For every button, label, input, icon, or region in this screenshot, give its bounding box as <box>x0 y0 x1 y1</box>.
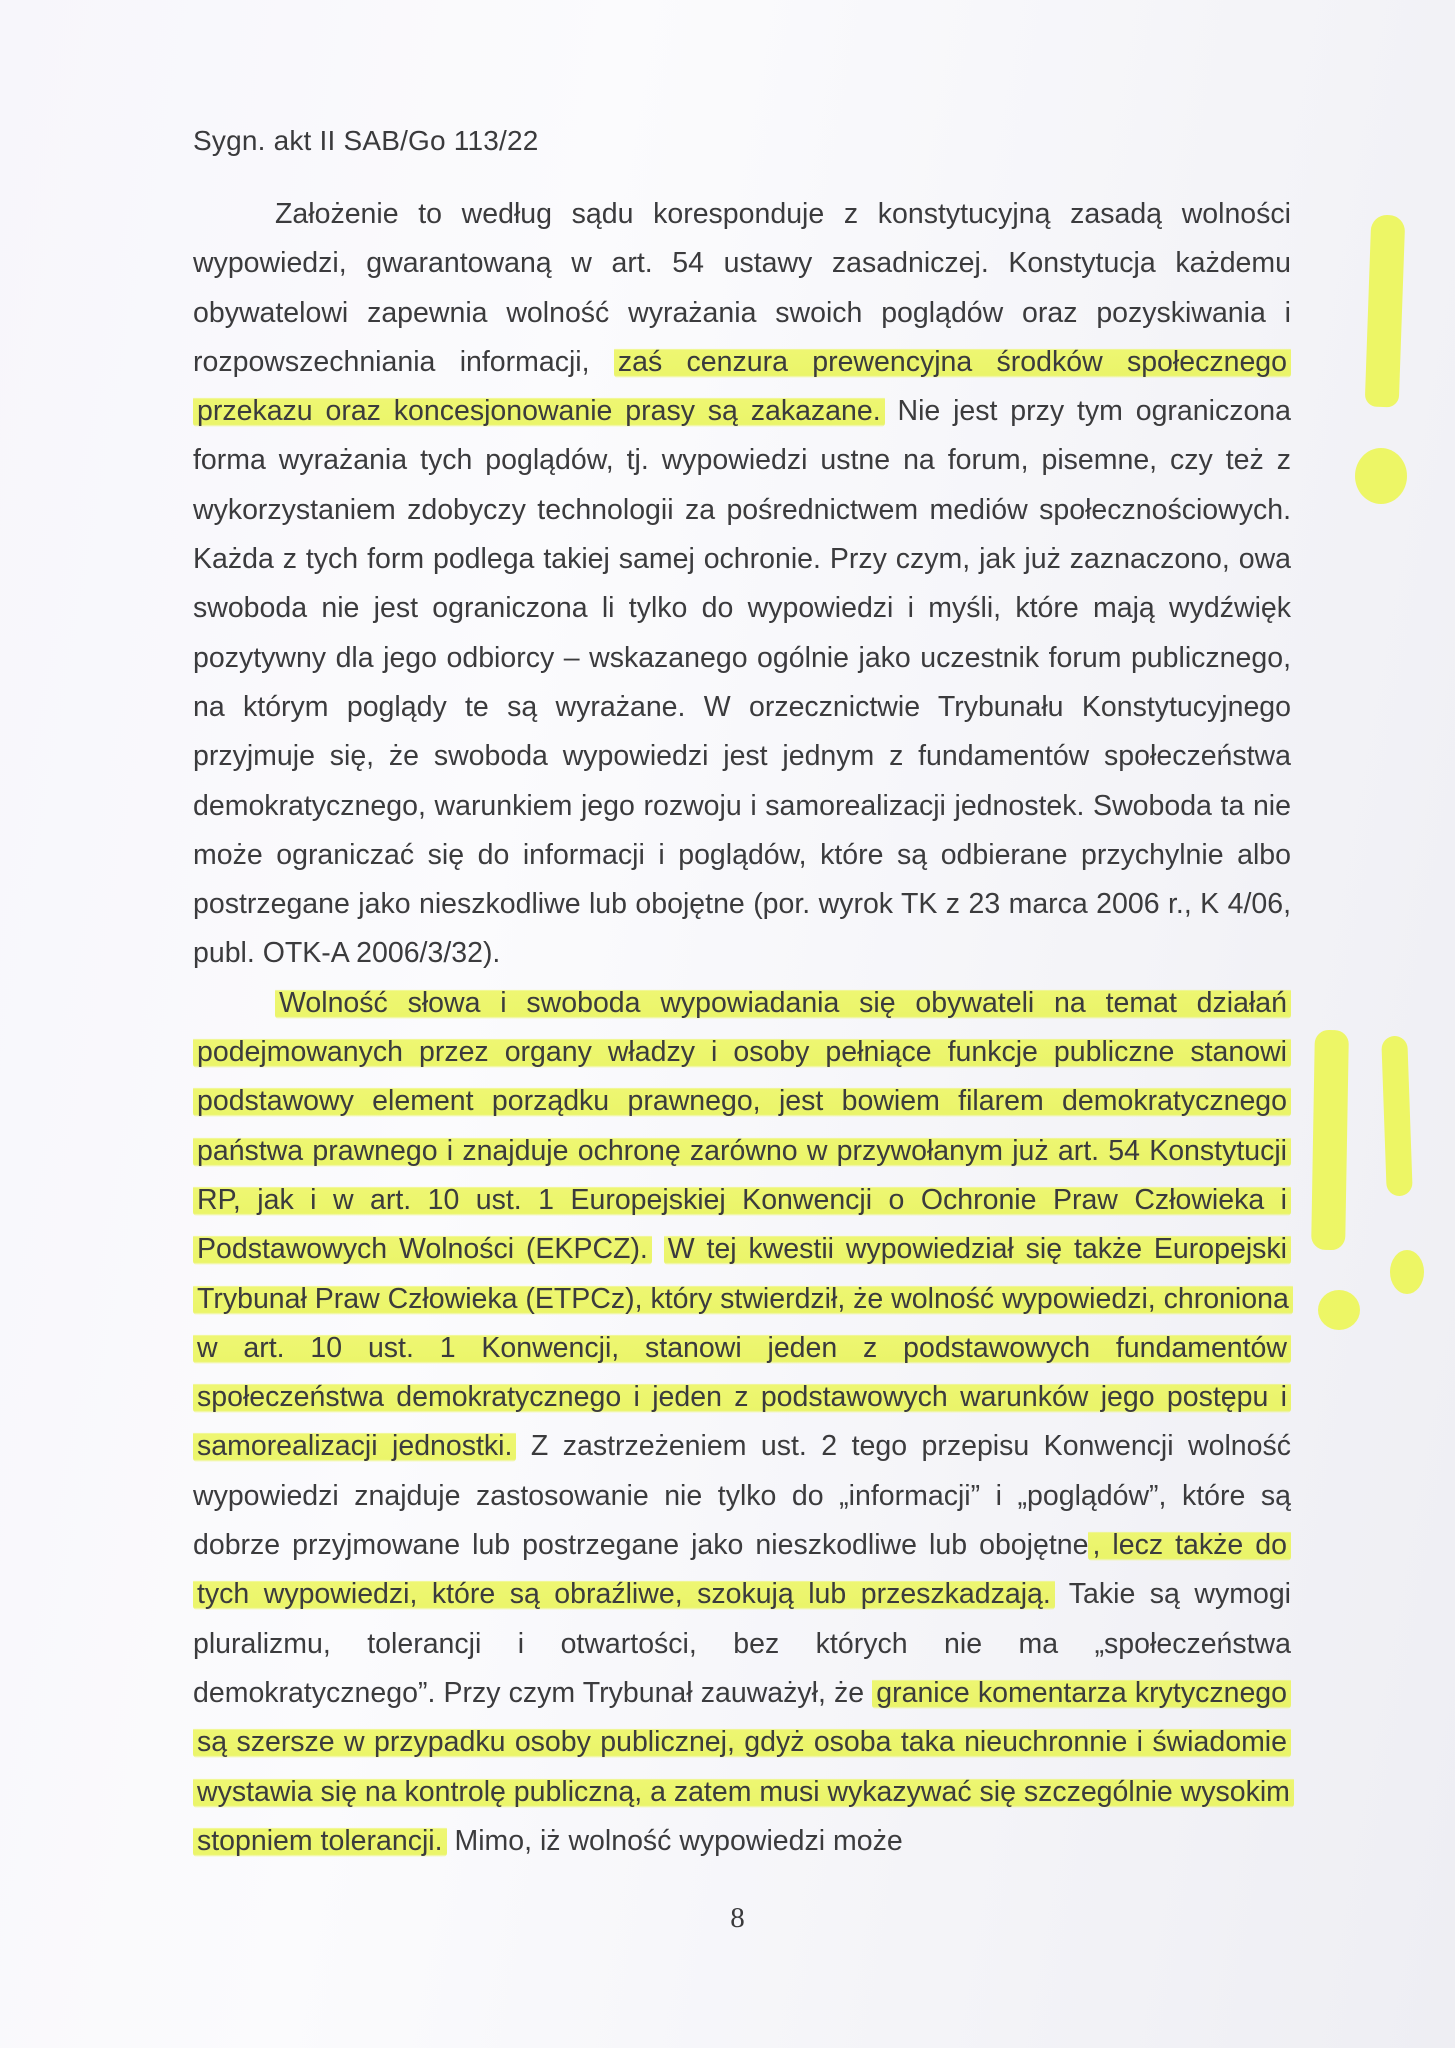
highlighted-text-segment: Wolność słowa i swoboda wypowiadania się obywateli na temat działań podejmowanych przez organy władzy i osoby pełniące funkcje publiczne stanowi podstawowy element porządku prawnego, jest bowiem filarem demokratycznego państwa prawnego i znajduje ochronę zarówno w przywołanym już art. 54 Konstytucji RP, jak i w art. 10 ust. 1 Europejskiej Konwencji o Ochronie Praw Człowieka i Podstawowych Wolności (EKPCZ). <box>193 987 1291 1265</box>
text-segment: Takie są wymogi pluralizmu, tolerancji i otwartości, bez których nie ma „społeczeństwa demokratycznego”. Przy czym Trybunał zauważył, że <box>193 1578 1291 1709</box>
text-segment: Założenie to według sądu koresponduje z konstytucyjną zasadą wolności wypowiedzi, gwarantowaną w art. 54 ustawy zasadniczej. Konstytucja każdemu obywatelowi zapewnia wolność wyrażania swoich poglądów oraz pozyskiwania i rozpowszechniania informacji, <box>193 198 1291 378</box>
text-segment: Z zastrzeżeniem ust. 2 tego przepisu Konwencji wolność wypowiedzi znajduje zastosowanie nie tylko do „informacji” i „poglądów”, które są dobrze przyjmowane lub postrzegane jako nieszkodliwe lub obojętne <box>193 1430 1291 1562</box>
highlighter-exclamation-dot <box>1355 448 1407 504</box>
text-segment: Mimo, iż wolność wypowiedzi może <box>446 1824 903 1857</box>
highlighter-exclamation-bar <box>1311 1030 1349 1251</box>
highlighted-text-segment: W tej kwestii wypowiedział się także Europejski Trybunał Praw Człowieka (ETPCz), który stwierdził, że wolność wypowiedzi, chroniona w art. 10 ust. 1 Konwencji, stanowi jeden z podstawowych fundamentów społeczeństwa demokratycznego i jeden z podstawowych warunków jego postępu i samorealizacji jednostki. <box>193 1233 1293 1462</box>
highlighter-exclamation-bar <box>1365 214 1406 407</box>
highlighted-text-segment: granice komentarza krytycznego są szersze w przypadku osoby publicznej, gdyż osoba taka nieuchronnie i świadomie wystawia się na kontrolę publiczną, a zatem musi wykazywać się szczególnie wysokim stopniem tolerancji. <box>193 1677 1294 1857</box>
highlighter-exclamation-dot <box>1390 1250 1424 1294</box>
page-number: 8 <box>730 1902 745 1934</box>
highlighted-text-segment: zaś cenzura prewencyjna środków społecznego przekazu oraz koncesjonowanie prasy są zakazane. <box>193 346 1291 427</box>
highlighter-exclamation-dot <box>1318 1290 1360 1330</box>
paragraph-1 <box>193 190 1291 979</box>
case-signature-header: Sygn. akt II SAB/Go 113/22 <box>193 125 539 156</box>
highlighter-exclamation-bar <box>1381 1036 1413 1197</box>
highlighted-text-segment: , lecz także do tych wypowiedzi, które są obraźliwe, szokują lub przeszkadzają. <box>193 1529 1291 1610</box>
text-segment <box>652 1233 664 1265</box>
paragraph-2 <box>193 979 1291 1866</box>
text-segment: Nie jest przy tym ograniczona forma wyrażania tych poglądów, tj. wypowiedzi ustne na forum, pisemne, czy też z wykorzystaniem zdobyczy technologii za pośrednictwem mediów społecznościowych. Każda z tych form podlega takiej samej ochronie. Przy czym, jak już zaznaczono, owa swoboda nie jest ograniczona li tylko do wypowiedzi i myśli, które mają wydźwięk pozytywny dla jego odbiorcy – wskazanego ogólnie jako uczestnik forum publicznego, na którym poglądy te są wyrażane. W orzecznictwie Trybunału Konstytucyjnego przyjmuje się, że swoboda wypowiedzi jest jednym z fundamentów społeczeństwa demokratycznego, warunkiem jego rozwoju i samorealizacji jednostek. Swoboda ta nie może ograniczać się do informacji i poglądów, które są odbierane przychylnie albo postrzegane jako nieszkodliwe lub obojętne (por. wyrok TK z 23 marca 2006 r., K 4/06, publ. OTK-A 2006/3/32). <box>193 395 1291 970</box>
document-body <box>193 190 1291 1866</box>
